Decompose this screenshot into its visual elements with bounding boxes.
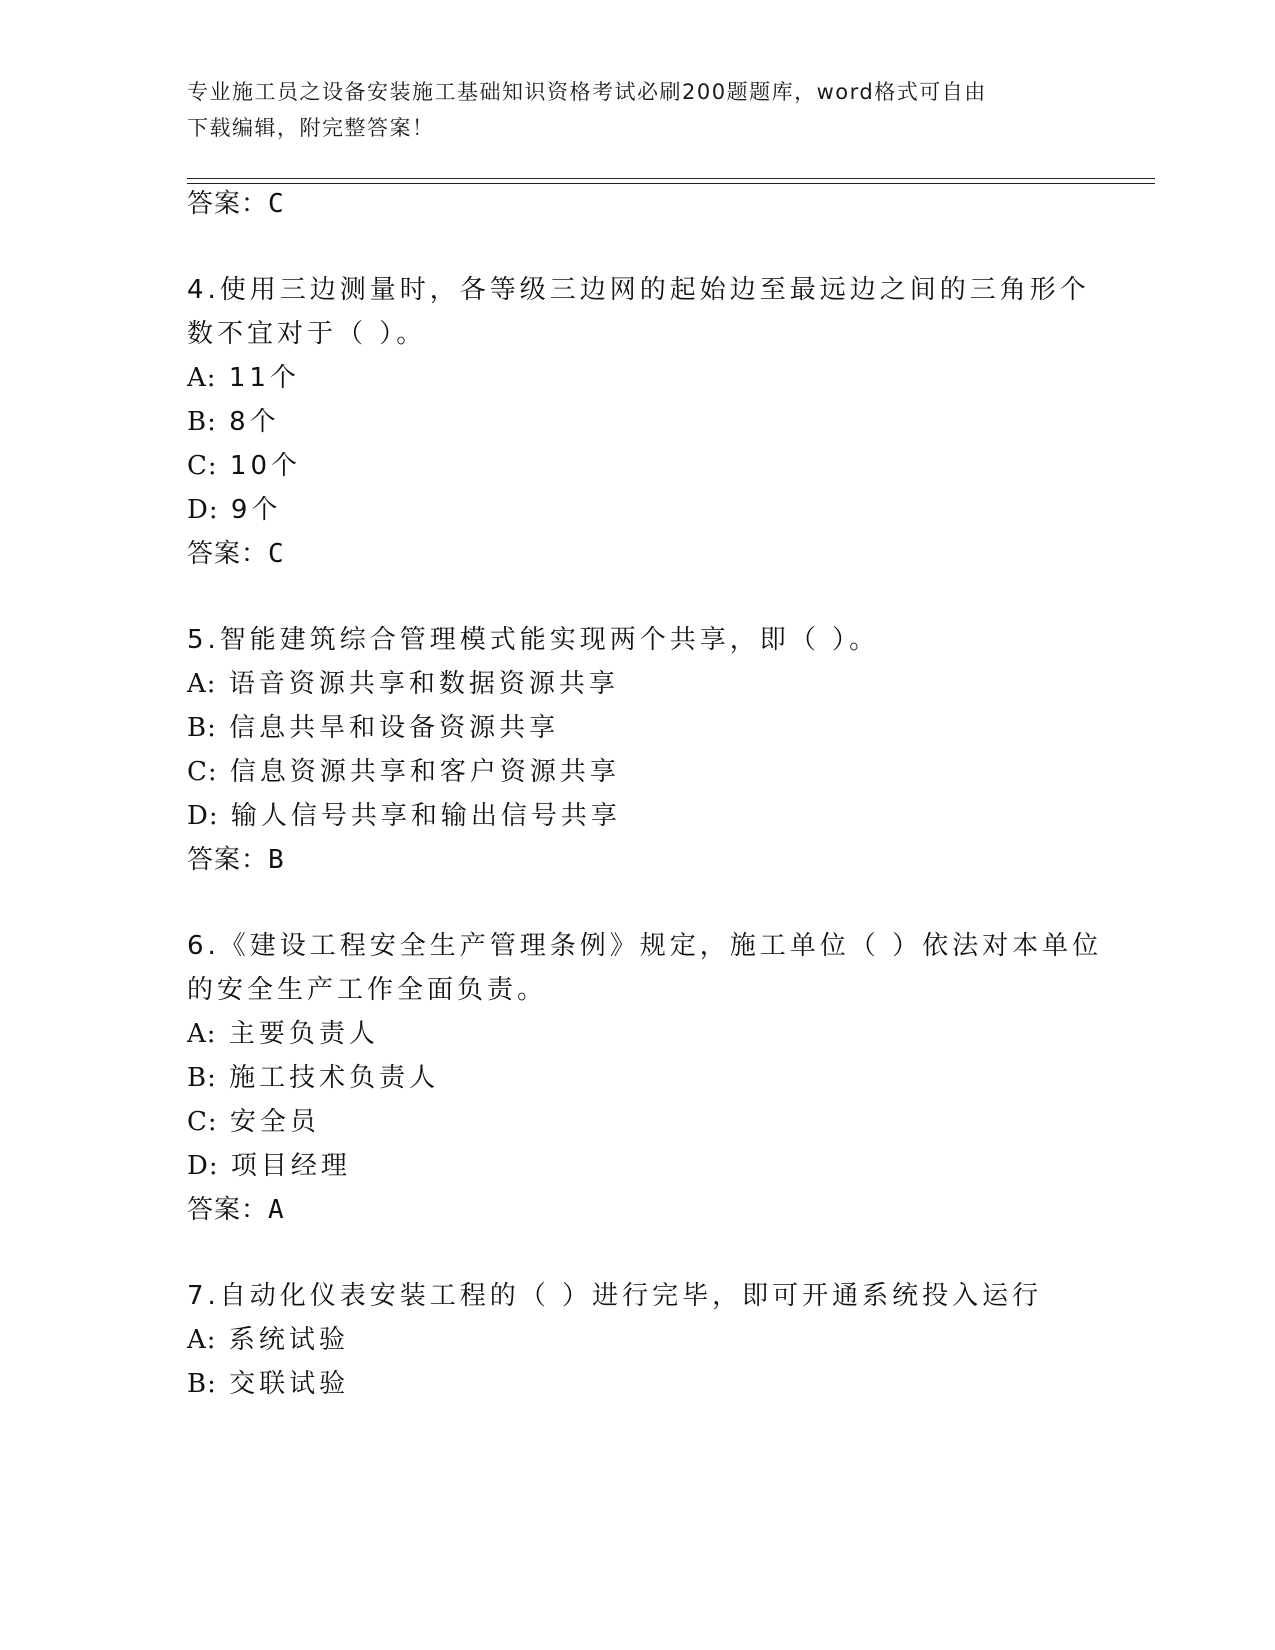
option-label: C: (187, 757, 218, 787)
q4-stem-line-1: 4.使用三边测量时，各等级三边网的起始边至最远边之间的三角形个 (187, 275, 1090, 305)
option-label: A: (187, 1325, 217, 1355)
option-text: 安全员 (229, 1107, 320, 1137)
option-label: D: (187, 801, 219, 831)
option-text: 信息资源共享和客户资源共享 (229, 757, 620, 787)
option-label: A: (187, 1019, 217, 1049)
q4-option-c (187, 448, 301, 484)
header-line-2: 下载编辑，附完整答案！ (187, 116, 435, 140)
answer-label: 答案： (187, 845, 269, 875)
answer-label: 答案： (187, 189, 269, 219)
option-text: 9个 (230, 495, 282, 525)
q5-stem-line-1: 5.智能建筑综合管理模式能实现两个共享，即（ ）。 (187, 625, 880, 655)
q6-stem-line-2: 的安全生产工作全面负责。 (187, 975, 548, 1005)
option-text: 系统试验 (228, 1325, 349, 1355)
q4-option-b (187, 404, 280, 440)
document-header (187, 74, 1067, 146)
option-text: 输人信号共享和输出信号共享 (230, 801, 621, 831)
option-label: B: (187, 407, 217, 437)
q7-stem-line-1: 7.自动化仪表安装工程的（ ）进行完毕，即可开通系统投入运行 (187, 1281, 1043, 1311)
option-label: A: (187, 669, 217, 699)
q5-option-a (187, 666, 619, 702)
option-label: C: (187, 1107, 218, 1137)
option-label: D: (187, 495, 219, 525)
option-label: B: (187, 1369, 217, 1399)
q7-option-a (187, 1322, 349, 1358)
answer-value: C (268, 539, 285, 569)
answer-value: B (268, 845, 285, 875)
option-text: 11个 (228, 363, 300, 393)
answer-label: 答案： (187, 539, 269, 569)
q4-answer (187, 536, 285, 572)
header-divider-top (187, 178, 1155, 179)
q4-option-a (187, 360, 300, 396)
q5-option-b (187, 710, 559, 746)
q4-option-d (187, 492, 281, 528)
option-label: C: (187, 451, 218, 481)
q6-answer (187, 1192, 285, 1228)
option-text: 交联试验 (229, 1369, 350, 1399)
option-text: 信息共旱和设备资源共享 (229, 713, 560, 743)
option-text: 项目经理 (230, 1151, 351, 1181)
q6-option-b (187, 1060, 439, 1096)
option-label: A: (187, 363, 217, 393)
q5-answer (187, 842, 285, 878)
option-text: 8个 (229, 407, 280, 437)
header-line-1: 专业施工员之设备安装施工基础知识资格考试必刷200题题库，word格式可自由 (187, 80, 987, 104)
option-label: B: (187, 1063, 217, 1093)
q6-option-c (187, 1104, 320, 1140)
option-text: 主要负责人 (228, 1019, 379, 1049)
option-text: 10个 (229, 451, 302, 481)
header-divider-bottom (187, 183, 1155, 184)
answer-value: A (268, 1195, 285, 1225)
q5-option-c (187, 754, 620, 790)
answer-value: C (268, 189, 285, 219)
option-label: B: (187, 713, 217, 743)
q6-option-d (187, 1148, 351, 1184)
option-text: 施工技术负责人 (229, 1063, 440, 1093)
q6-stem-line-1: 6.《建设工程安全生产管理条例》规定，施工单位（ ）依法对本单位 (187, 931, 1103, 961)
q3-answer (187, 186, 285, 222)
q6-option-a (187, 1016, 379, 1052)
q7-option-b (187, 1366, 349, 1402)
q5-option-d (187, 798, 621, 834)
option-text: 语音资源共享和数据资源共享 (228, 669, 619, 699)
answer-label: 答案： (187, 1195, 269, 1225)
q4-stem-line-2: 数不宜对于（ ）。 (187, 319, 427, 349)
option-label: D: (187, 1151, 219, 1181)
